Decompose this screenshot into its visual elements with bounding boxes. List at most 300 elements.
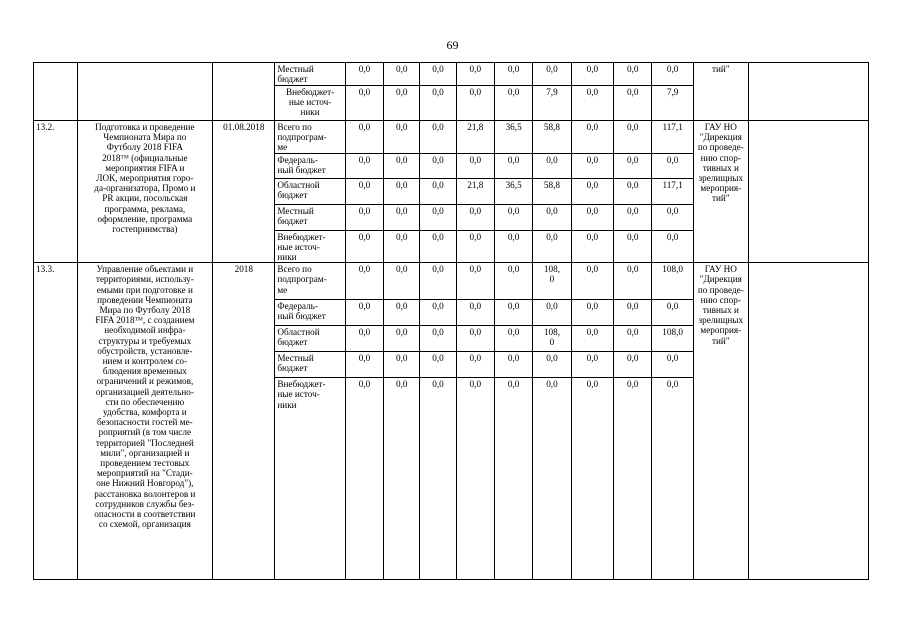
year-value-cell xyxy=(571,153,613,178)
funding-source-line: подпрограм- xyxy=(277,132,327,143)
year-value-cell xyxy=(614,63,652,86)
item-date-cell: 2018 xyxy=(213,263,275,580)
funding-source-cell xyxy=(275,121,345,154)
year-value-cell xyxy=(571,178,613,204)
year-value-cell xyxy=(384,63,420,86)
year-value-cell xyxy=(571,230,613,263)
item-name-line: роприятий (в том числе xyxy=(98,427,192,438)
item-name xyxy=(77,121,213,263)
total-value-cell xyxy=(652,230,693,263)
table-row xyxy=(34,63,869,86)
value-text: 0,0 xyxy=(358,231,371,242)
item-name-line: удобства, комфорта и xyxy=(103,407,187,418)
executor xyxy=(693,121,748,263)
total-value-cell xyxy=(652,300,693,326)
year-value-cell xyxy=(533,178,571,204)
value-text: 0,0 xyxy=(507,87,520,97)
value-text: 0,0 xyxy=(586,231,599,242)
year-value-cell xyxy=(345,121,383,154)
executor-line: ГАУ НО xyxy=(704,122,737,132)
year-value-cell xyxy=(345,300,383,326)
value-text: 0,0 xyxy=(586,379,599,390)
total-value-cell xyxy=(652,352,693,378)
value-text: 0,0 xyxy=(396,231,408,242)
total-value-cell xyxy=(652,378,693,580)
item-name-line: мили", организацией и xyxy=(100,447,190,458)
year-value-cell xyxy=(571,121,613,154)
year-value-cell xyxy=(571,86,613,121)
value-text: 0,0 xyxy=(546,353,558,364)
value-text: 0,0 xyxy=(666,154,679,165)
value-text: 0,0 xyxy=(627,379,639,390)
value-text: 0,0 xyxy=(358,353,371,364)
year-value-cell xyxy=(614,230,652,263)
year-value-cell xyxy=(456,378,494,580)
year-value-cell xyxy=(345,378,383,580)
item-name-line: опасности в соответствии xyxy=(94,509,196,520)
year-value-cell xyxy=(614,378,652,580)
value-text: 0,0 xyxy=(546,64,558,74)
value-text: 0,0 xyxy=(666,353,679,364)
funding-source-line: ный бюджет xyxy=(277,164,326,175)
page-number: 69 xyxy=(446,38,459,52)
value-text: 0,0 xyxy=(432,205,444,216)
value-text: 0,0 xyxy=(469,264,482,275)
value-text: 0,0 xyxy=(627,301,639,312)
year-value-cell xyxy=(420,326,456,352)
value-text: 0,0 xyxy=(396,327,408,338)
value-text: 0,0 xyxy=(546,231,558,242)
value-text: 0,0 xyxy=(586,301,599,312)
value-text: 0,0 xyxy=(586,353,599,364)
value-text: 0,0 xyxy=(507,379,520,390)
item-name-line: проведении Чемпионата xyxy=(97,294,193,305)
value-text: 0,0 xyxy=(432,154,444,165)
value-text: 0,0 xyxy=(432,264,444,275)
item-name-line: емыми при подготовке и xyxy=(96,284,193,295)
value-text: 0,0 xyxy=(358,154,371,165)
year-value-cell xyxy=(456,178,494,204)
value-text: 0,0 xyxy=(432,353,444,364)
funding-source-line: ники xyxy=(277,252,297,263)
year-value-cell xyxy=(571,352,613,378)
year-value-cell xyxy=(533,153,571,178)
year-value-cell xyxy=(384,86,420,121)
value-text: 7,9 xyxy=(666,87,679,97)
year-value-cell xyxy=(571,326,613,352)
value-text: 0,0 xyxy=(432,379,444,390)
value-text: 0,0 xyxy=(627,353,639,364)
value-text: 108,0 xyxy=(662,327,683,338)
year-value-cell xyxy=(456,263,494,300)
funding-source-line: Федераль- xyxy=(277,301,318,312)
item-number-cell: 13.2. xyxy=(34,121,78,263)
year-value-cell xyxy=(420,204,456,230)
total-value-cell xyxy=(652,86,693,121)
executor-line: тий" xyxy=(711,193,730,204)
item-name-line: сотрудников службы без- xyxy=(95,498,195,509)
funding-source-cell xyxy=(275,230,345,263)
value-text: 0,0 xyxy=(586,64,599,74)
funding-source-line: ные источ- xyxy=(277,389,320,400)
year-value-cell xyxy=(456,352,494,378)
funding-source-cell xyxy=(275,263,345,300)
executor-text: тий" xyxy=(711,64,730,74)
year-value-cell xyxy=(494,230,532,263)
value-text: 0,0 xyxy=(469,231,482,242)
funding-source-line: Областной xyxy=(277,327,320,338)
total-value-cell xyxy=(652,263,693,300)
year-value-cell xyxy=(384,300,420,326)
funding-source-cell xyxy=(275,326,345,352)
funding-source-cell xyxy=(275,204,345,230)
year-value-cell xyxy=(384,178,420,204)
value-text: 0,0 xyxy=(432,64,444,74)
year-value-cell xyxy=(494,153,532,178)
value-text: 0,0 xyxy=(432,231,444,242)
value-text: 0,0 xyxy=(666,205,679,216)
value-text: 0,0 xyxy=(666,231,679,242)
year-value-cell xyxy=(494,300,532,326)
name-cell xyxy=(77,63,213,121)
funding-source-line: Местный xyxy=(277,353,314,364)
funding-source-line: Местный xyxy=(277,64,314,74)
year-value-cell xyxy=(494,86,532,121)
value-text: 0,0 xyxy=(432,327,444,338)
year-value-cell xyxy=(494,178,532,204)
year-value-cell xyxy=(614,86,652,121)
value-text: 36,5 xyxy=(505,179,522,190)
item-name-line: блюдения временных xyxy=(102,366,187,377)
value-text: 0,0 xyxy=(507,205,520,216)
funding-source-line: Внебюджет- xyxy=(285,87,335,97)
extra-cell xyxy=(748,263,868,580)
funding-source-line: подпрограм- xyxy=(277,274,327,285)
item-name-line: гостеприимства) xyxy=(112,224,178,235)
item-name-line: нием и контролем со- xyxy=(102,356,188,367)
value-text: 0,0 xyxy=(627,87,639,97)
item-name-line: ограничений и режимов, xyxy=(96,376,194,387)
value-text: 36,5 xyxy=(505,122,522,132)
item-date-cell: 01.08.2018 xyxy=(213,121,275,263)
executor-line: тивных и xyxy=(702,162,739,173)
funding-source-line: ники xyxy=(300,107,320,118)
funding-source-line: Федераль- xyxy=(277,154,318,165)
value-text: 0,0 xyxy=(396,264,408,275)
value-text: 0,0 xyxy=(358,327,371,338)
value-text: 21,8 xyxy=(467,122,484,132)
year-value-cell xyxy=(456,153,494,178)
item-name-line: оформление, программа xyxy=(97,213,193,224)
value-text: 0,0 xyxy=(469,353,482,364)
year-value-cell xyxy=(420,263,456,300)
value-text: 0,0 xyxy=(358,264,371,275)
item-name-line: PR акции, посольская xyxy=(102,193,188,204)
year-value-cell xyxy=(384,230,420,263)
value-text: 0,0 xyxy=(586,154,599,165)
year-value-cell xyxy=(533,352,571,378)
value-text: 58,8 xyxy=(543,122,560,132)
value-text: 0,0 xyxy=(546,154,558,165)
total-value-cell xyxy=(652,63,693,86)
funding-source-cell xyxy=(275,378,345,580)
year-value-cell xyxy=(456,326,494,352)
item-name-line: программа, реклама, xyxy=(104,203,186,214)
year-value-cell xyxy=(614,204,652,230)
executor-line: мероприя- xyxy=(700,183,742,194)
executor-line: "Дирекция xyxy=(699,274,742,285)
year-value-cell xyxy=(345,86,383,121)
year-value-cell xyxy=(384,326,420,352)
year-value-cell xyxy=(494,63,532,86)
total-value-cell xyxy=(652,153,693,178)
value-text: 0,0 xyxy=(586,87,599,97)
funding-source-line: ники xyxy=(277,399,297,410)
year-value-cell xyxy=(494,378,532,580)
value-text: 0,0 xyxy=(358,87,371,97)
value-text: 0,0 xyxy=(507,154,520,165)
funding-source-line: бюджет xyxy=(277,215,308,226)
item-name-line: обустройств, установле- xyxy=(97,345,193,356)
value-text: 0,0 xyxy=(546,301,558,312)
funding-source-line: бюджет xyxy=(277,363,308,374)
value-text: 0,0 xyxy=(627,64,639,74)
value-text: 0,0 xyxy=(586,179,599,190)
value-text: 0,0 xyxy=(396,154,408,165)
funding-source-line: ный бюджет xyxy=(277,311,326,322)
year-value-cell xyxy=(494,263,532,300)
executor-line: зрелищных xyxy=(698,173,744,184)
year-value-cell xyxy=(420,352,456,378)
item-name-line: структуры и требуемых xyxy=(98,335,192,346)
value-text: 117,1 xyxy=(662,179,683,190)
year-value-cell xyxy=(345,63,383,86)
value-text: 0,0 xyxy=(627,154,639,165)
value-text: 0,0 xyxy=(396,301,408,312)
item-name-line: мероприятий на "Стади- xyxy=(96,468,193,479)
year-value-cell xyxy=(494,121,532,154)
value-text: 0,0 xyxy=(586,205,599,216)
value-text: 0,0 xyxy=(396,353,408,364)
value-text: 0,0 xyxy=(469,87,482,97)
year-value-cell xyxy=(420,121,456,154)
year-value-cell xyxy=(614,300,652,326)
year-value-cell xyxy=(384,121,420,154)
value-text: 0,0 xyxy=(396,122,408,132)
date-cell xyxy=(213,63,275,121)
year-value-cell xyxy=(456,63,494,86)
value-text: 0,0 xyxy=(507,231,520,242)
item-name-line: расстановка волонтеров и xyxy=(94,488,196,499)
item-number-cell: 13.3. xyxy=(34,263,78,580)
funding-source-line: ме xyxy=(277,284,288,295)
item-name-line: да-организатора, Промо и xyxy=(94,183,196,194)
value-text: 0,0 xyxy=(358,179,371,190)
year-value-cell xyxy=(571,378,613,580)
year-value-cell xyxy=(420,178,456,204)
value-text: 0,0 xyxy=(432,122,444,132)
value-text: 0,0 xyxy=(432,179,444,190)
item-name-line: ЛОК, мероприятия горо- xyxy=(96,173,194,184)
executor-line: нию спор- xyxy=(700,152,741,163)
year-value-cell xyxy=(345,263,383,300)
value-text: 0,0 xyxy=(432,301,444,312)
executor-line: нию спор- xyxy=(700,294,741,305)
extra-cell xyxy=(748,121,868,263)
value-text: 0,0 xyxy=(627,205,639,216)
executor-line: "Дирекция xyxy=(699,132,742,143)
item-name-line: проведением тестовых xyxy=(100,458,190,469)
total-value-cell xyxy=(652,204,693,230)
year-value-cell xyxy=(456,300,494,326)
item-name-line: безопасности гостей ме- xyxy=(96,417,193,428)
funding-source-line: Областной xyxy=(277,179,320,190)
number-cell xyxy=(34,63,78,121)
value-text: 58,8 xyxy=(543,179,560,190)
value-text: 0,0 xyxy=(627,231,639,242)
year-value-cell xyxy=(533,204,571,230)
funding-source-line: Местный xyxy=(277,205,314,216)
item-name-line: Футболу 2018 FIFA xyxy=(106,142,184,153)
funding-source-line: ме xyxy=(277,142,288,153)
value-text: 0,0 xyxy=(507,327,520,338)
year-value-cell xyxy=(571,63,613,86)
executor-line: по проведе- xyxy=(697,284,744,295)
value-text: 0,0 xyxy=(469,379,482,390)
total-value-cell xyxy=(652,326,693,352)
budget-table xyxy=(33,62,869,580)
year-value-cell xyxy=(533,86,571,121)
year-value-cell xyxy=(420,378,456,580)
item-name-line: организацией деятельно- xyxy=(95,386,194,397)
item-name-line: сти по обеспечению xyxy=(105,396,185,407)
year-value-cell xyxy=(345,326,383,352)
item-name-line: Мира по Футболу 2018 xyxy=(99,305,191,316)
year-value-cell xyxy=(456,204,494,230)
value-text: 0,0 xyxy=(358,301,371,312)
year-value-cell xyxy=(384,352,420,378)
executor-line: ГАУ НО xyxy=(704,264,737,275)
funding-source-line: Всего по xyxy=(277,264,312,275)
item-name-line: необходимой инфра- xyxy=(104,325,186,336)
year-value-cell xyxy=(345,204,383,230)
funding-source-cell xyxy=(275,63,345,86)
value-text: 0,0 xyxy=(507,301,520,312)
item-name-line: Управление объектами и xyxy=(96,264,194,275)
value-text: 0,0 xyxy=(396,379,408,390)
year-value-cell xyxy=(384,378,420,580)
year-value-cell xyxy=(494,352,532,378)
year-value-cell xyxy=(571,300,613,326)
year-value-cell xyxy=(533,300,571,326)
value-text: 108, 0 xyxy=(543,327,560,348)
value-text: 0,0 xyxy=(358,205,371,216)
value-text: 108, 0 xyxy=(543,264,560,285)
value-text: 0,0 xyxy=(396,87,408,97)
value-text: 0,0 xyxy=(469,301,482,312)
item-name-line: со схемой, организация xyxy=(98,519,191,530)
value-text: 0,0 xyxy=(627,179,639,190)
item-name-line: оне Нижний Новгород"), xyxy=(96,478,194,489)
value-text: 0,0 xyxy=(469,205,482,216)
value-text: 0,0 xyxy=(586,122,599,132)
funding-source-cell xyxy=(275,153,345,178)
year-value-cell xyxy=(533,263,571,300)
funding-source-line: Внебюджет- xyxy=(277,379,326,390)
value-text: 0,0 xyxy=(358,122,371,132)
year-value-cell xyxy=(384,204,420,230)
funding-source-cell xyxy=(275,86,345,121)
year-value-cell xyxy=(533,378,571,580)
executor-line: тивных и xyxy=(702,305,739,316)
value-text: 0,0 xyxy=(396,205,408,216)
item-name-line: FIFA 2018ᵀᴹ, с созданием xyxy=(95,315,195,326)
value-text: 0,0 xyxy=(546,205,558,216)
year-value-cell xyxy=(614,326,652,352)
year-value-cell xyxy=(494,204,532,230)
year-value-cell xyxy=(420,300,456,326)
table-row xyxy=(34,121,869,154)
value-text: 0,0 xyxy=(627,264,639,275)
item-name xyxy=(77,263,213,580)
year-value-cell xyxy=(345,352,383,378)
year-value-cell xyxy=(420,230,456,263)
item-name-line: мероприятия FIFA и xyxy=(105,162,185,173)
executor-line: мероприя- xyxy=(700,325,742,336)
value-text: 0,0 xyxy=(396,179,408,190)
value-text: 0,0 xyxy=(507,64,520,74)
year-value-cell xyxy=(614,121,652,154)
year-value-cell xyxy=(614,263,652,300)
total-value-cell xyxy=(652,178,693,204)
funding-source-line: бюджет xyxy=(277,74,308,85)
funding-source-cell xyxy=(275,178,345,204)
table-row xyxy=(34,263,869,300)
funding-source-line: Внебюджет- xyxy=(277,231,326,242)
year-value-cell xyxy=(420,86,456,121)
value-text: 0,0 xyxy=(666,301,679,312)
year-value-cell xyxy=(533,326,571,352)
year-value-cell xyxy=(571,263,613,300)
value-text: 0,0 xyxy=(627,327,639,338)
funding-source-cell xyxy=(275,352,345,378)
value-text: 0,0 xyxy=(666,379,679,390)
value-text: 0,0 xyxy=(358,64,371,74)
funding-source-cell xyxy=(275,300,345,326)
value-text: 0,0 xyxy=(507,264,520,275)
funding-source-line: Всего по xyxy=(277,122,312,132)
item-name-line: Подготовка и проведение xyxy=(95,122,195,132)
year-value-cell xyxy=(420,63,456,86)
executor-cell xyxy=(693,63,748,121)
year-value-cell xyxy=(345,230,383,263)
year-value-cell xyxy=(533,63,571,86)
value-text: 21,8 xyxy=(467,179,484,190)
year-value-cell xyxy=(345,178,383,204)
year-value-cell xyxy=(494,326,532,352)
item-name-line: территорией "Последней xyxy=(95,437,194,448)
year-value-cell xyxy=(456,86,494,121)
value-text: 0,0 xyxy=(469,64,482,74)
executor-line: тий" xyxy=(711,335,730,346)
year-value-cell xyxy=(384,263,420,300)
executor-line: зрелищных xyxy=(698,315,744,326)
value-text: 0,0 xyxy=(358,379,371,390)
funding-source-line: бюджет xyxy=(277,337,308,348)
funding-source-line: ные источ- xyxy=(288,97,332,108)
year-value-cell xyxy=(456,121,494,154)
value-text: 0,0 xyxy=(469,154,482,165)
